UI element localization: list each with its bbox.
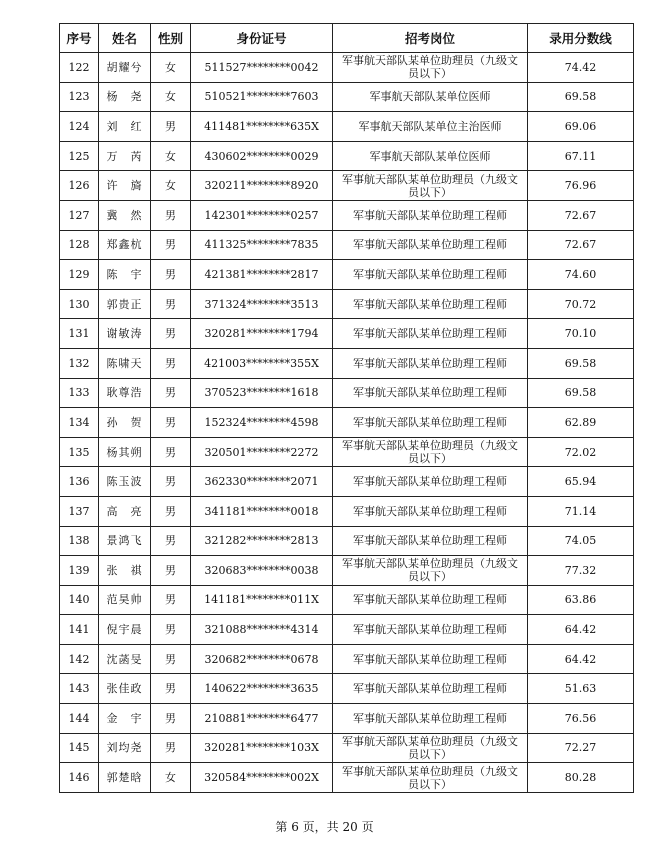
table-row <box>60 230 634 260</box>
cell-position: 军事航天部队某单位助理工程师 <box>333 378 528 408</box>
cell-id: 421381********2817 <box>191 260 333 290</box>
cell-position: 军事航天部队某单位助理员（九级文员以下） <box>333 53 528 83</box>
cell-no: 128 <box>60 230 99 260</box>
table-row <box>60 615 634 645</box>
cell-sex: 男 <box>151 378 191 408</box>
cell-name: 郭楚晗 <box>99 763 151 793</box>
cell-name: 沈菡旻 <box>99 644 151 674</box>
cell-name: 倪宇晨 <box>99 615 151 645</box>
cell-id: 371324********3513 <box>191 289 333 319</box>
cell-no: 139 <box>60 556 99 586</box>
cell-score: 69.58 <box>528 348 634 378</box>
cell-sex: 男 <box>151 348 191 378</box>
cell-id: 321088********4314 <box>191 615 333 645</box>
cell-id: 411325********7835 <box>191 230 333 260</box>
table-row <box>60 526 634 556</box>
cell-position: 军事航天部队某单位助理工程师 <box>333 319 528 349</box>
page-number: 第 6 页，共 20 页 <box>275 820 374 834</box>
table-row <box>60 348 634 378</box>
header-row <box>60 24 634 53</box>
cell-score: 63.86 <box>528 585 634 615</box>
cell-id: 321282********2813 <box>191 526 333 556</box>
cell-no: 138 <box>60 526 99 556</box>
cell-score: 64.42 <box>528 615 634 645</box>
cell-name: 许 旖 <box>99 171 151 201</box>
cell-id: 320281********103X <box>191 733 333 763</box>
cell-score: 51.63 <box>528 674 634 704</box>
cell-position: 军事航天部队某单位助理工程师 <box>333 289 528 319</box>
table-row <box>60 82 634 112</box>
cell-id: 152324********4598 <box>191 408 333 438</box>
table-row <box>60 260 634 290</box>
cell-no: 144 <box>60 704 99 734</box>
column-header-position: 招考岗位 <box>333 24 528 53</box>
cell-no: 130 <box>60 289 99 319</box>
cell-position: 军事航天部队某单位助理工程师 <box>333 496 528 526</box>
cell-id: 141181********011X <box>191 585 333 615</box>
cell-no: 123 <box>60 82 99 112</box>
cell-position: 军事航天部队某单位医师 <box>333 141 528 171</box>
cell-id: 140622********3635 <box>191 674 333 704</box>
table-row <box>60 674 634 704</box>
cell-sex: 女 <box>151 763 191 793</box>
cell-score: 64.42 <box>528 644 634 674</box>
table-row <box>60 289 634 319</box>
table-row <box>60 319 634 349</box>
cell-no: 125 <box>60 141 99 171</box>
cell-position: 军事航天部队某单位助理工程师 <box>333 467 528 497</box>
cell-position: 军事航天部队某单位助理工程师 <box>333 585 528 615</box>
cell-sex: 男 <box>151 496 191 526</box>
cell-name: 陈玉波 <box>99 467 151 497</box>
cell-name: 范昊帅 <box>99 585 151 615</box>
cell-id: 370523********1618 <box>191 378 333 408</box>
cell-sex: 女 <box>151 82 191 112</box>
table-row <box>60 644 634 674</box>
table-row <box>60 704 634 734</box>
cell-score: 72.27 <box>528 733 634 763</box>
table-row <box>60 763 634 793</box>
cell-score: 72.67 <box>528 230 634 260</box>
cell-name: 冀 然 <box>99 200 151 230</box>
cell-position: 军事航天部队某单位助理工程师 <box>333 704 528 734</box>
cell-sex: 男 <box>151 526 191 556</box>
cell-score: 74.42 <box>528 53 634 83</box>
cell-position: 军事航天部队某单位助理工程师 <box>333 526 528 556</box>
table-row <box>60 585 634 615</box>
cell-score: 74.60 <box>528 260 634 290</box>
cell-score: 74.05 <box>528 526 634 556</box>
cell-name: 杨其朔 <box>99 437 151 467</box>
cell-name: 郑鑫杭 <box>99 230 151 260</box>
cell-id: 210881********6477 <box>191 704 333 734</box>
cell-sex: 男 <box>151 733 191 763</box>
table-row <box>60 112 634 142</box>
cell-position: 军事航天部队某单位助理工程师 <box>333 260 528 290</box>
cell-id: 320683********0038 <box>191 556 333 586</box>
cell-name: 张佳政 <box>99 674 151 704</box>
cell-id: 320211********8920 <box>191 171 333 201</box>
cell-sex: 男 <box>151 556 191 586</box>
cell-position: 军事航天部队某单位助理员（九级文员以下） <box>333 437 528 467</box>
cell-position: 军事航天部队某单位助理工程师 <box>333 348 528 378</box>
cell-score: 72.02 <box>528 437 634 467</box>
cell-sex: 男 <box>151 615 191 645</box>
cell-no: 122 <box>60 53 99 83</box>
cell-sex: 男 <box>151 260 191 290</box>
cell-name: 杨 尧 <box>99 82 151 112</box>
cell-no: 140 <box>60 585 99 615</box>
cell-name: 孙 贺 <box>99 408 151 438</box>
cell-no: 132 <box>60 348 99 378</box>
cell-position: 军事航天部队某单位助理员（九级文员以下） <box>333 763 528 793</box>
column-header-sex: 性别 <box>151 24 191 53</box>
cell-no: 137 <box>60 496 99 526</box>
cell-score: 69.58 <box>528 378 634 408</box>
cell-id: 320281********1794 <box>191 319 333 349</box>
cell-position: 军事航天部队某单位助理工程师 <box>333 615 528 645</box>
cell-no: 141 <box>60 615 99 645</box>
cell-id: 320682********0678 <box>191 644 333 674</box>
cell-sex: 男 <box>151 408 191 438</box>
cell-score: 71.14 <box>528 496 634 526</box>
cell-name: 陈啸天 <box>99 348 151 378</box>
cell-score: 76.56 <box>528 704 634 734</box>
cell-name: 刘 红 <box>99 112 151 142</box>
cell-sex: 男 <box>151 289 191 319</box>
cell-score: 72.67 <box>528 200 634 230</box>
cell-sex: 女 <box>151 171 191 201</box>
table-row <box>60 408 634 438</box>
cell-no: 145 <box>60 733 99 763</box>
cell-score: 70.72 <box>528 289 634 319</box>
cell-score: 65.94 <box>528 467 634 497</box>
column-header-score: 录用分数线 <box>528 24 634 53</box>
cell-sex: 男 <box>151 112 191 142</box>
table-row <box>60 200 634 230</box>
cell-sex: 男 <box>151 467 191 497</box>
cell-score: 70.10 <box>528 319 634 349</box>
table-row <box>60 733 634 763</box>
cell-id: 320501********2272 <box>191 437 333 467</box>
cell-no: 136 <box>60 467 99 497</box>
cell-position: 军事航天部队某单位助理员（九级文员以下） <box>333 171 528 201</box>
cell-sex: 男 <box>151 319 191 349</box>
cell-id: 511527********0042 <box>191 53 333 83</box>
cell-id: 510521********7603 <box>191 82 333 112</box>
cell-sex: 男 <box>151 585 191 615</box>
cell-id: 362330********2071 <box>191 467 333 497</box>
cell-score: 62.89 <box>528 408 634 438</box>
cell-position: 军事航天部队某单位主治医师 <box>333 112 528 142</box>
cell-sex: 男 <box>151 200 191 230</box>
cell-name: 金 宇 <box>99 704 151 734</box>
cell-score: 69.06 <box>528 112 634 142</box>
cell-no: 135 <box>60 437 99 467</box>
cell-score: 80.28 <box>528 763 634 793</box>
cell-position: 军事航天部队某单位助理工程师 <box>333 408 528 438</box>
cell-position: 军事航天部队某单位助理员（九级文员以下） <box>333 556 528 586</box>
table-header <box>60 24 634 53</box>
cell-no: 124 <box>60 112 99 142</box>
cell-no: 129 <box>60 260 99 290</box>
cell-position: 军事航天部队某单位助理员（九级文员以下） <box>333 733 528 763</box>
cell-name: 万 芮 <box>99 141 151 171</box>
cell-position: 军事航天部队某单位医师 <box>333 82 528 112</box>
cell-id: 320584********002X <box>191 763 333 793</box>
cell-sex: 女 <box>151 53 191 83</box>
table-row <box>60 378 634 408</box>
table-row <box>60 437 634 467</box>
cell-position: 军事航天部队某单位助理工程师 <box>333 230 528 260</box>
table-row <box>60 141 634 171</box>
cell-score: 69.58 <box>528 82 634 112</box>
table-row <box>60 171 634 201</box>
cell-sex: 男 <box>151 437 191 467</box>
table-row <box>60 496 634 526</box>
cell-no: 131 <box>60 319 99 349</box>
cell-id: 341181********0018 <box>191 496 333 526</box>
cell-sex: 男 <box>151 674 191 704</box>
cell-no: 142 <box>60 644 99 674</box>
cell-no: 146 <box>60 763 99 793</box>
table-row <box>60 53 634 83</box>
table-row <box>60 556 634 586</box>
table-body <box>60 53 634 793</box>
cell-no: 127 <box>60 200 99 230</box>
cell-no: 126 <box>60 171 99 201</box>
column-header-id: 身份证号 <box>191 24 333 53</box>
cell-name: 张 祺 <box>99 556 151 586</box>
cell-position: 军事航天部队某单位助理工程师 <box>333 674 528 704</box>
cell-sex: 男 <box>151 230 191 260</box>
column-header-no: 序号 <box>60 24 99 53</box>
cell-name: 高 亮 <box>99 496 151 526</box>
cell-name: 郭贵正 <box>99 289 151 319</box>
cell-sex: 男 <box>151 704 191 734</box>
cell-id: 142301********0257 <box>191 200 333 230</box>
cell-id: 411481********635X <box>191 112 333 142</box>
cell-name: 刘均尧 <box>99 733 151 763</box>
admission-table <box>59 23 634 793</box>
cell-score: 77.32 <box>528 556 634 586</box>
cell-sex: 女 <box>151 141 191 171</box>
cell-no: 143 <box>60 674 99 704</box>
table-row <box>60 467 634 497</box>
cell-id: 430602********0029 <box>191 141 333 171</box>
cell-id: 421003********355X <box>191 348 333 378</box>
cell-name: 胡耀兮 <box>99 53 151 83</box>
column-header-name: 姓名 <box>99 24 151 53</box>
cell-name: 耿尊浩 <box>99 378 151 408</box>
cell-no: 134 <box>60 408 99 438</box>
cell-score: 67.11 <box>528 141 634 171</box>
cell-name: 陈 宇 <box>99 260 151 290</box>
cell-sex: 男 <box>151 644 191 674</box>
cell-position: 军事航天部队某单位助理工程师 <box>333 644 528 674</box>
cell-position: 军事航天部队某单位助理工程师 <box>333 200 528 230</box>
cell-no: 133 <box>60 378 99 408</box>
cell-score: 76.96 <box>528 171 634 201</box>
cell-name: 景鸿飞 <box>99 526 151 556</box>
cell-name: 谢敏涛 <box>99 319 151 349</box>
